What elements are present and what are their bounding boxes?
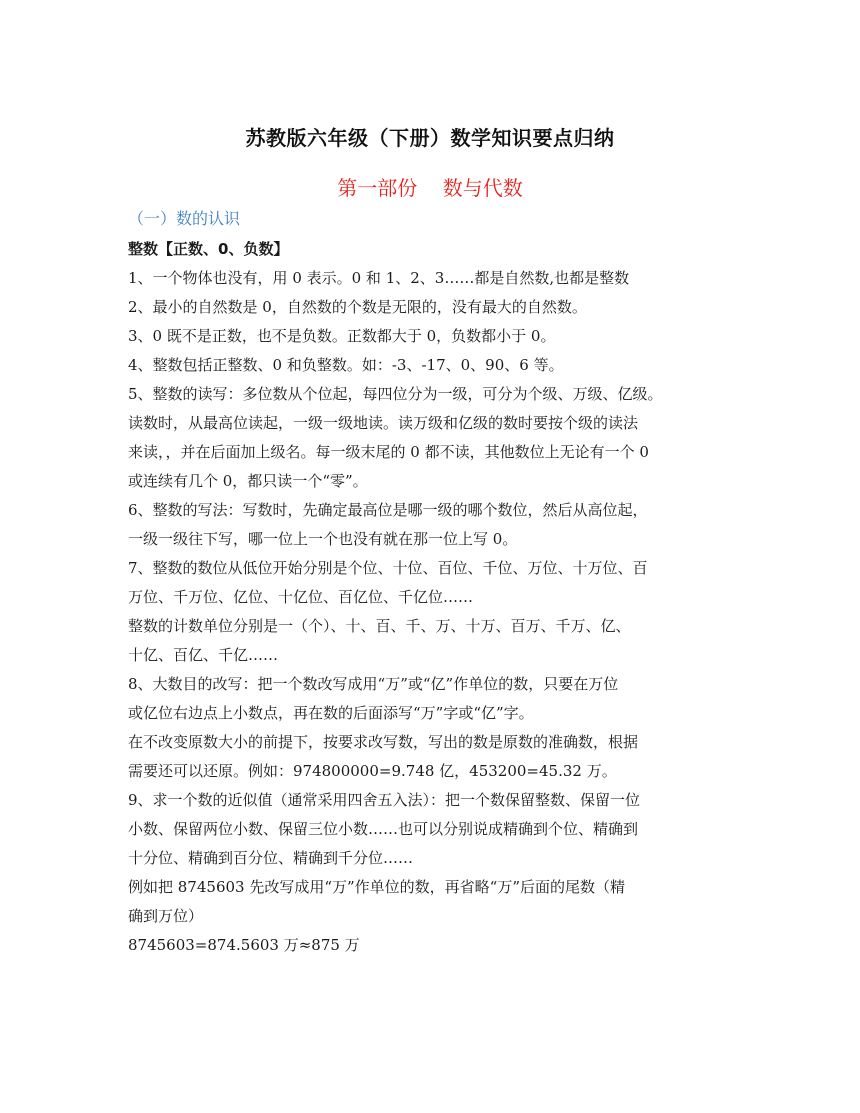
body-line: 来读，，并在后面加上级名。每一级末尾的 0 都不读，其他数位上无论有一个 0 [128,443,649,461]
body-line: 6、整数的写法：写数时，先确定最高位是哪一级的哪个数位，然后从高位起， [128,501,648,519]
body-line: 2、最小的自然数是 0，自然数的个数是无限的，没有最大的自然数。 [128,298,587,316]
body-line: 整数的计数单位分别是一（个）、十、百、千、万、十万、百万、千万、亿、 [128,617,631,635]
body-line: 十分位、精确到百分位、精确到千分位…… [128,849,414,867]
body-line: 十亿、百亿、千亿…… [128,646,279,664]
body-line: 8、大数目的改写：把一个数改写成用“万”或“亿”作单位的数，只要在万位 [128,675,619,693]
body-line: 9、求一个数的近似值（通常采用四舍五入法）：把一个数保留整数、保留一位 [128,791,641,809]
subsection-heading: 整数【正数、0、负数】 [128,240,289,258]
document-body [128,235,748,960]
body-line: 需要还可以还原。例如：974800000=9.748 亿，453200=45.32 万。 [128,762,617,780]
body-line: 或亿位右边点上小数点，再在数的后面添写“万”字或“亿”字。 [128,704,534,722]
body-line: 8745603=874.5603 万≈875 万 [128,936,360,954]
body-line: 或连续有几个 0，都只读一个“零”。 [128,472,368,490]
body-line: 4、整数包括正整数、0 和负整数。如：-3、-17、0、90、6 等。 [128,356,564,374]
body-line: 7、整数的数位从低位开始分别是个位、十位、百位、千位、万位、十万位、百 [128,559,648,577]
document-title: 苏教版六年级（下册）数学知识要点归纳 [245,126,615,150]
body-line: 读数时，从最高位读起，一级一级地读。读万级和亿级的数时要按个级的读法 [128,414,639,432]
body-line: 在不改变原数大小的前提下，按要求改写数，写出的数是原数的准确数，根据 [128,733,639,751]
body-line: 确到万位） [128,907,204,925]
body-line: 3、0 既不是正数，也不是负数。正数都大于 0，负数都小于 0。 [128,327,556,345]
section-heading: （一）数的认识 [128,209,241,228]
body-line: 例如把 8745603 先改写成用“万”作单位的数，再省略“万”后面的尾数（精 [128,878,626,896]
body-line: 1、一个物体也没有，用 0 表示。0 和 1、2、3……都是自然数,也都是整数 [128,269,630,287]
part-title: 第一部份 数与代数 [337,176,523,200]
body-line: 5、整数的读写：多位数从个位起，每四位分为一级，可分为个级、万级、亿级。 [128,385,663,403]
body-line: 一级一级往下写，哪一位上一个也没有就在那一位上写 0。 [128,530,518,548]
body-line: 万位、千万位、亿位、十亿位、百亿位、千亿位…… [128,588,474,606]
body-line: 小数、保留两位小数、保留三位小数……也可以分别说成精确到个位、精确到 [128,820,639,838]
